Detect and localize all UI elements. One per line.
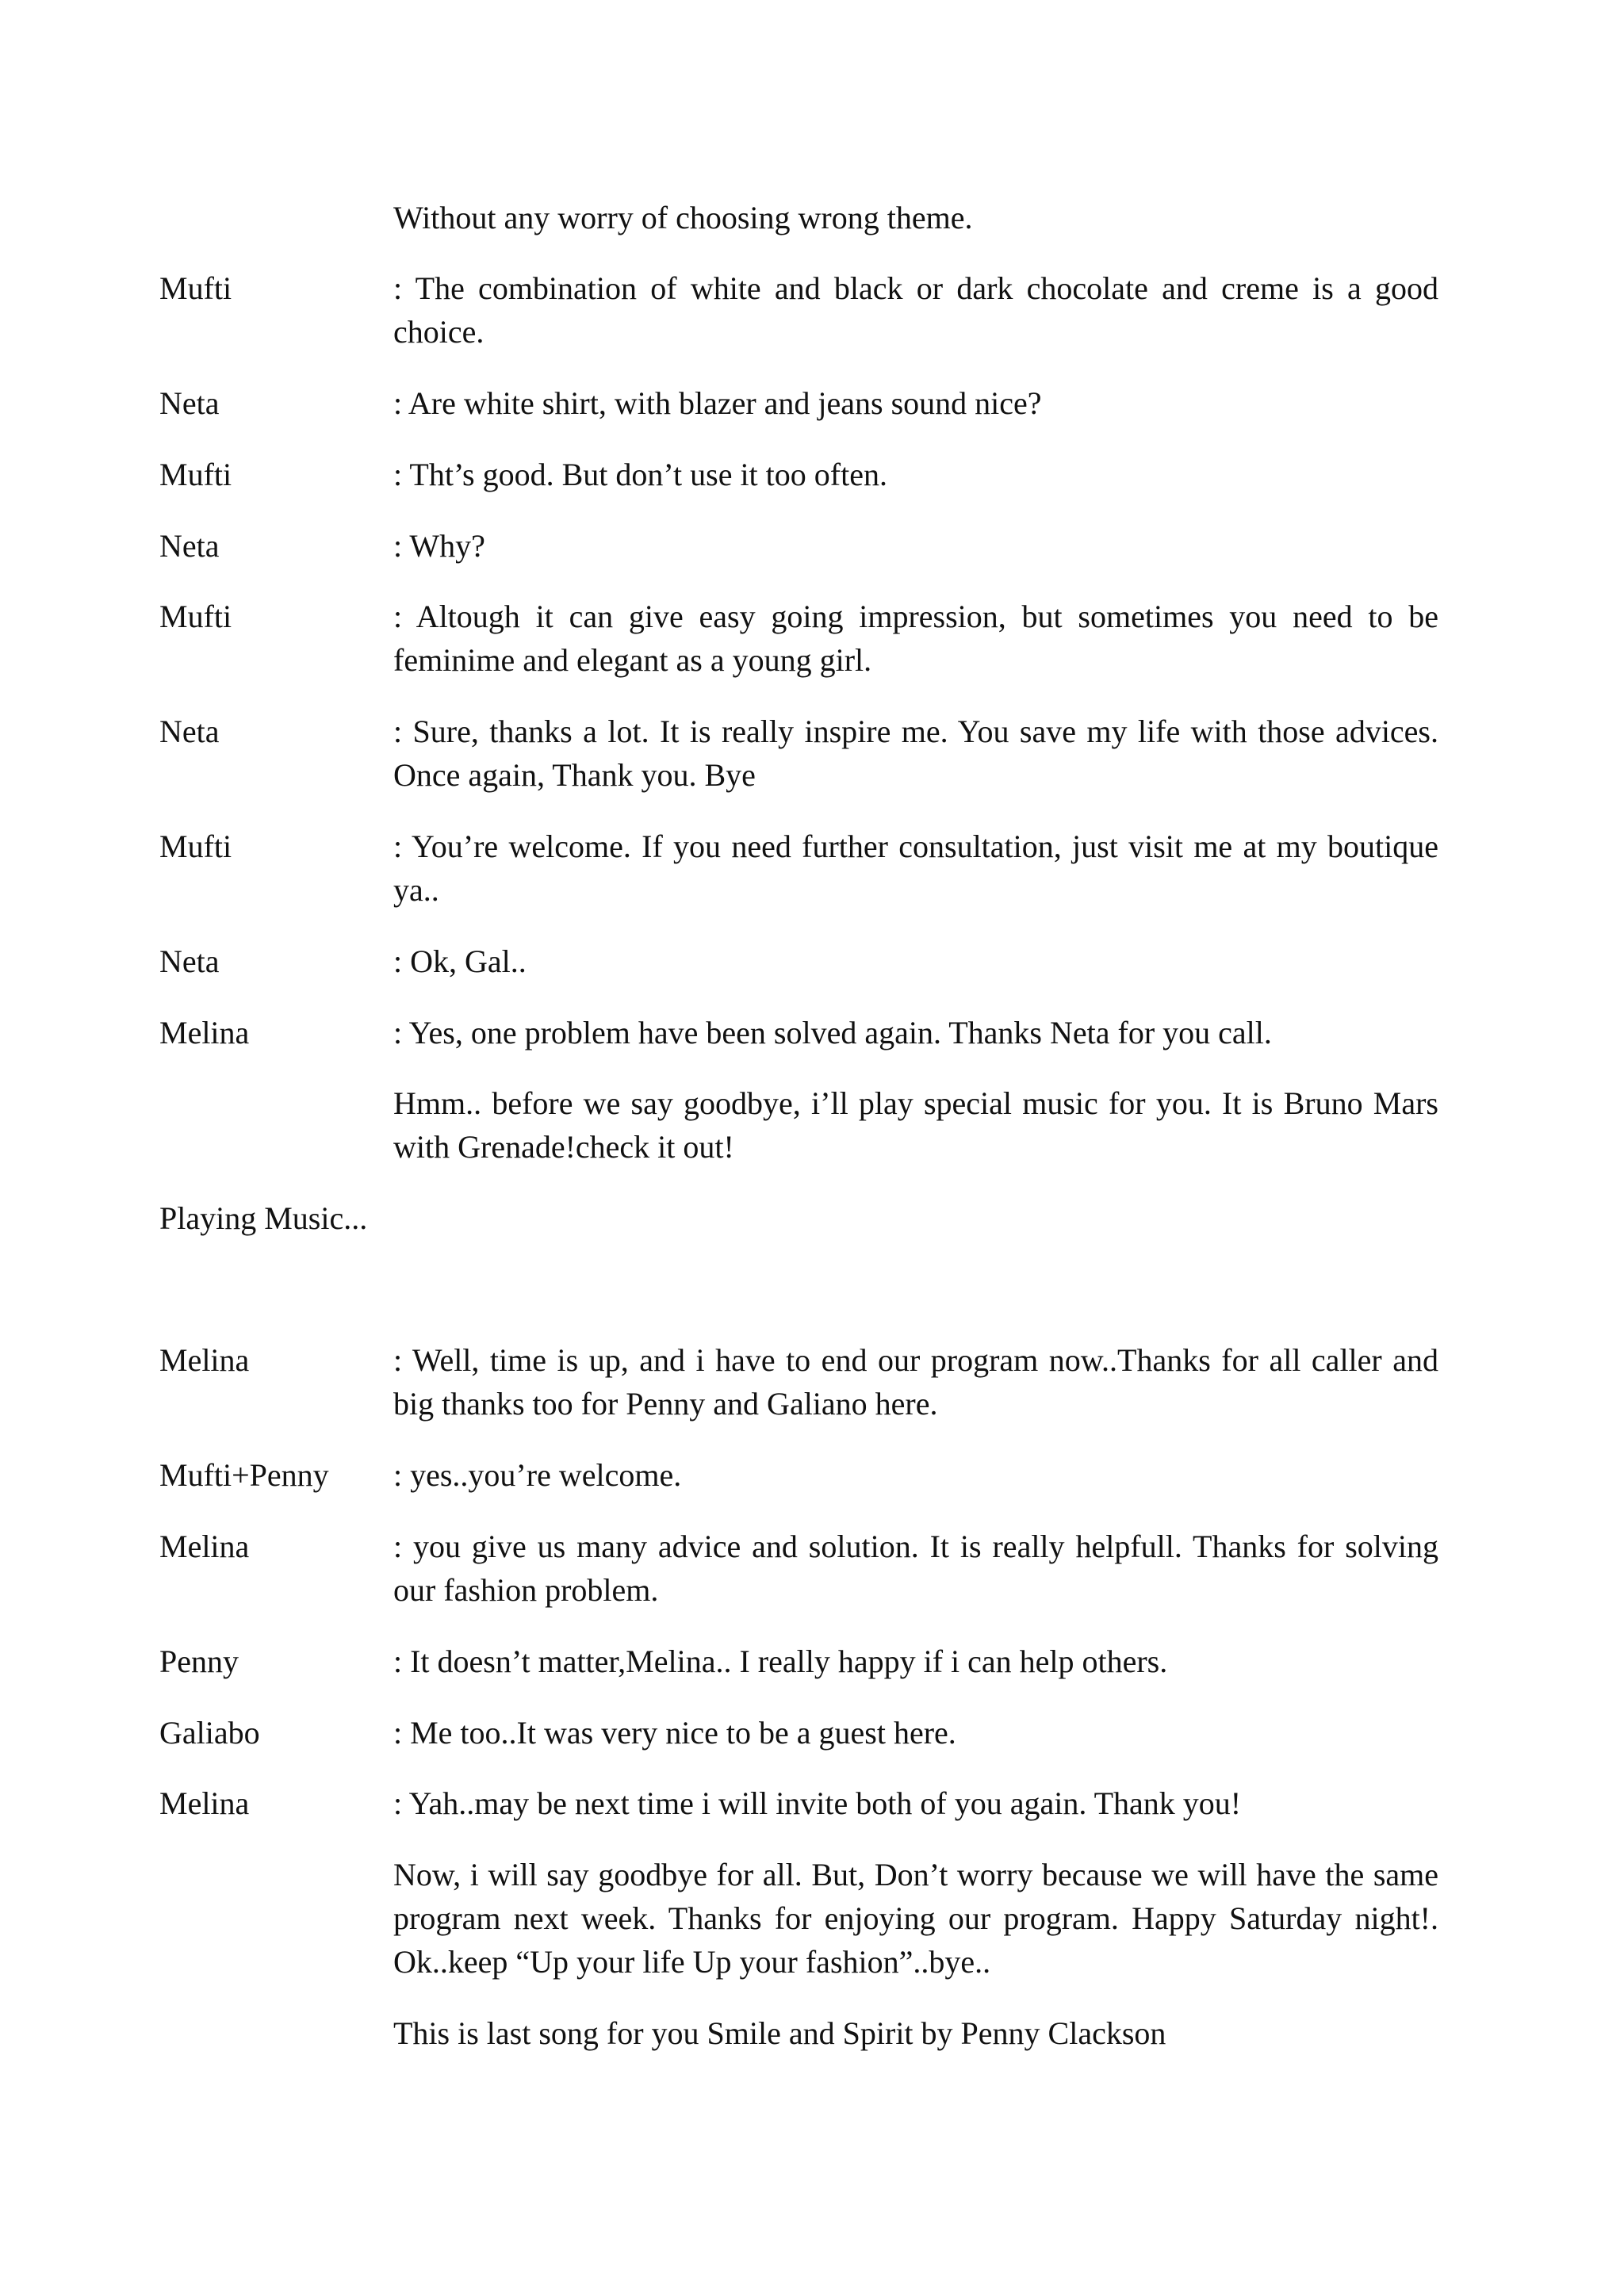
dialogue-text: : Yes, one problem have been solved again. Thanks Neta for you call. <box>393 1015 1272 1050</box>
speaker-name: Mufti <box>159 828 232 864</box>
speaker-name: Neta <box>159 943 220 979</box>
dialogue-text: : yes..you’re welcome. <box>393 1457 682 1493</box>
speaker-name: Penny <box>159 1644 239 1679</box>
dialogue-text: : Well, time is up, and i have to end our program now..Thanks for all caller and big thanks too for Penny and Galiano here. <box>393 1342 1438 1422</box>
dialogue-text: : The combination of white and black or dark chocolate and creme is a good choice. <box>393 270 1438 350</box>
dialogue-text: : Me too..It was very nice to be a guest here. <box>393 1715 956 1751</box>
speaker-name: Mufti <box>159 599 232 634</box>
dialogue-text: This is last song for you Smile and Spirit by Penny Clackson <box>393 2015 1166 2051</box>
speaker-name: Neta <box>159 385 220 421</box>
dialogue-text: Hmm.. before we say goodbye, i’ll play special music for you. It is Bruno Mars with Grenade!check it out! <box>393 1085 1438 1165</box>
speaker-name: Melina <box>159 1785 250 1821</box>
speaker-name: Neta <box>159 528 220 564</box>
dialogue-text: : Why? <box>393 528 485 564</box>
speaker-name: Melina <box>159 1342 250 1378</box>
dialogue-text: Now, i will say goodbye for all. But, Don’t worry because we will have the same program next week. Thanks for enjoying our program. Happy Saturday night!. Ok..keep “Up your life Up your fashion”..bye.. <box>393 1857 1438 1980</box>
speaker-name: Mufti+Penny <box>159 1457 329 1493</box>
dialogue-text: : Tht’s good. But don’t use it too often. <box>393 457 887 492</box>
dialogue-text: : Ok, Gal.. <box>393 943 527 979</box>
speaker-name: Mufti <box>159 270 232 306</box>
dialogue-text: : you give us many advice and solution. It is really helpfull. Thanks for solving our fashion problem. <box>393 1529 1438 1608</box>
dialogue-text: : Sure, thanks a lot. It is really inspire me. You save my life with those advices. Once again, Thank you. Bye <box>393 714 1438 793</box>
dialogue-text: : Altough it can give easy going impression, but sometimes you need to be feminime and elegant as a young girl. <box>393 599 1438 678</box>
dialogue-text: : It doesn’t matter,Melina.. I really happy if i can help others. <box>393 1644 1168 1679</box>
speaker-name: Melina <box>159 1015 250 1050</box>
speaker-name: Melina <box>159 1529 250 1564</box>
stage-direction: Playing Music... <box>159 1200 368 1236</box>
dialogue-text: Without any worry of choosing wrong theme. <box>393 200 973 235</box>
dialogue-text: : Yah..may be next time i will invite both of you again. Thank you! <box>393 1785 1242 1821</box>
speaker-name: Galiabo <box>159 1715 260 1751</box>
speaker-name: Neta <box>159 714 220 749</box>
speaker-name: Mufti <box>159 457 232 492</box>
dialogue-text: : Are white shirt, with blazer and jeans sound nice? <box>393 385 1042 421</box>
dialogue-text: : You’re welcome. If you need further consultation, just visit me at my boutique ya.. <box>393 828 1438 908</box>
